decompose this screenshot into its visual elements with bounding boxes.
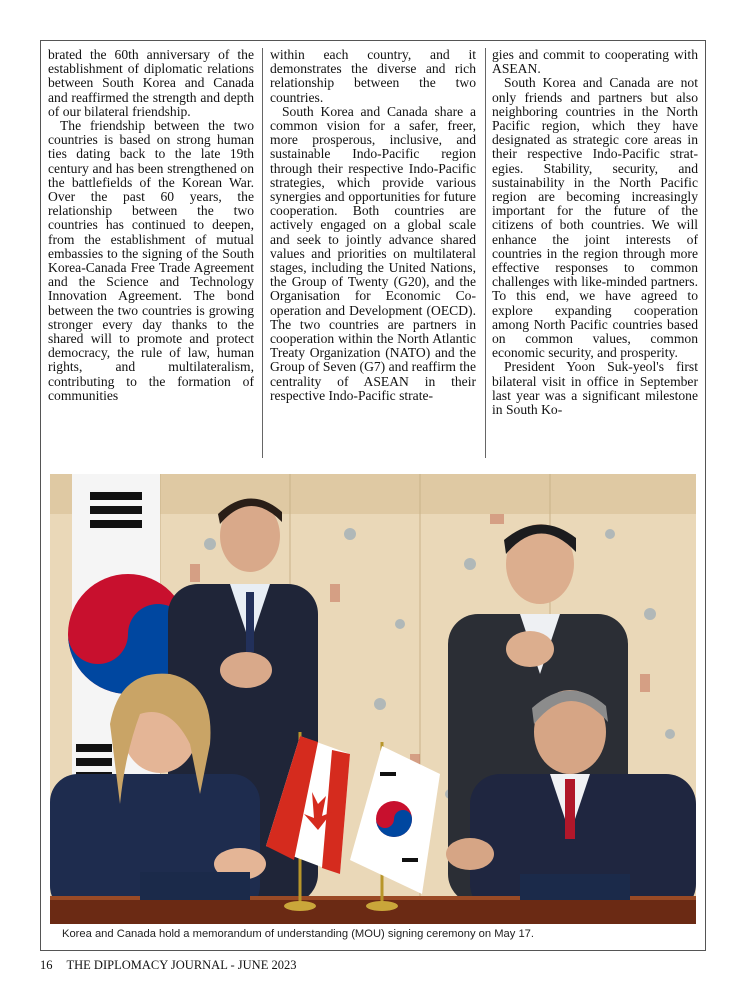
photo-caption: Korea and Canada hold a memorandum of understanding (MOU) signing ceremony on May 17. (62, 928, 534, 940)
article-paragraph: South Korea and Canada share a common vision for a safer, freer, more prosperous, inclusive, and sustainable Indo-Pacific region through their respective Indo-Pacific strategies, which provide various synergies and opportunities for future cooperation. Both countries are actively engaged on a global scale and seek to jointly advance shared values and priorities on multilateral stages, including the United Nations, the Group of Twenty (G20), and the Organisation for Economic Co-operation and Development (OECD). The two countries are partners in cooperation within the North Atlantic Treaty Organization (NATO) and the Group of Seven (G7) and reaffirm the centrality of ASEAN in their respective Indo-Pacific strate- (270, 103, 476, 403)
column-divider (262, 48, 263, 458)
ceremony-photo (50, 474, 696, 924)
publication-name: THE DIPLOMACY JOURNAL - JUNE 2023 (66, 958, 297, 972)
article-paragraph: gies and commit to cooperating with ASEAN. (492, 48, 698, 77)
article-paragraph: President Yoon Suk-yeol's first bilateral visit in office in September last year was a significant milestone in South Ko- (492, 359, 698, 418)
column-divider (485, 48, 486, 458)
article-paragraph: within each country, and it demonstrates the diverse and rich relationship between the two countries. (270, 48, 476, 105)
page-footer (40, 958, 310, 973)
article-paragraph: South Korea and Canada are not only friends and partners but also neighboring countries in the North Pacific region, which they have designated as strategic core areas in their respective Indo-Pacific strategies. Stability, security, and sustainability in the North Pacific region are becoming increasingly important for the future of the citizens of both countries. We will enhance the joint interests of countries in the region through more effective responses to common challenges with like-minded partners. To this end, we have agreed to explore expanding cooperation among North Pacific countries based on common values, common economic security, and prosperity. (492, 75, 698, 361)
article-columns (48, 48, 698, 458)
article-column-3 (492, 48, 698, 458)
page-number: 16 (40, 958, 53, 972)
article-paragraph: brated the 60th anniversary of the establishment of diplomatic relations between South Korea and Canada and reaffirmed the strength and depth of our bilateral friendship. (48, 48, 254, 119)
article-column-1 (48, 48, 254, 458)
article-paragraph: The friendship between the two countries is based on strong human ties dating back to the late 19th century and has been strengthened on the battlefields of the Korean War. Over the past 60 years, the relationship between the two countries has continued to deepen, from the establishment of mutual embassies to the signing of the South Korea-Canada Free Trade Agreement and the Science and Technology Innovation Agreement. The bond between the two countries is growing stronger every day thanks to the shared will to promote and protect democracy, the rule of law, human rights, and multilateralism, contributing to the formation of communities (48, 118, 254, 403)
article-column-2 (270, 48, 476, 458)
ceremony-photo-illustration (50, 474, 696, 924)
